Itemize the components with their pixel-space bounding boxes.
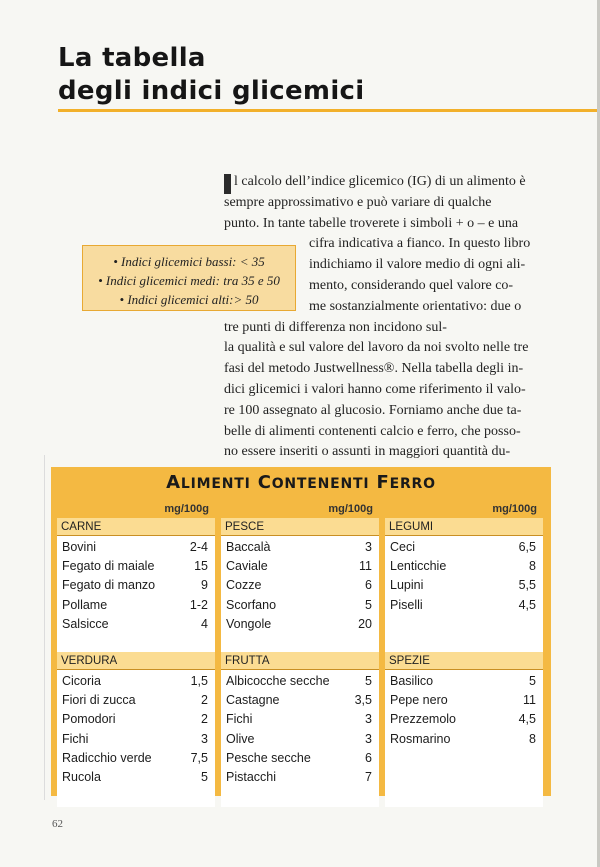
food-name: Fichi (226, 712, 253, 727)
food-name: Vongole (226, 616, 272, 631)
title-underline (58, 109, 600, 112)
group-body (221, 670, 379, 807)
food-name: Salsicce (62, 616, 109, 631)
food-name: Basilico (390, 674, 434, 688)
body-line: fasi del metodo Justwellness®. Nella tabella degli in- (224, 361, 524, 376)
food-row (221, 749, 379, 768)
unit-label: mg/100g (492, 503, 537, 515)
iron-value: 2 (201, 712, 208, 727)
body-line: mento, considerando quel valore co- (309, 278, 514, 293)
iron-value: 1-2 (189, 597, 208, 612)
body-line: re 100 assegnato al glucosio. Forniamo anche due ta- (224, 403, 522, 418)
food-name: Caviale (226, 559, 268, 574)
glycemic-index-legend (82, 245, 296, 311)
iron-value: 6,5 (518, 540, 536, 554)
iron-value: 5 (365, 674, 372, 688)
food-row (385, 691, 543, 710)
iron-value: 8 (529, 731, 536, 746)
iron-value: 3 (365, 731, 372, 746)
group-frutta (221, 652, 379, 807)
group-body (57, 670, 215, 807)
food-name: Pistacchi (226, 769, 277, 784)
food-row (221, 691, 379, 710)
food-name: Castagne (226, 693, 280, 708)
body-line: punto. In tante tabelle troverete i simboli + o – e una (224, 216, 519, 231)
group-carne (57, 518, 215, 658)
food-name: Pepe nero (390, 693, 448, 708)
group-header: VERDURA (57, 652, 215, 670)
food-row (221, 576, 379, 595)
iron-value: 6 (365, 578, 372, 593)
iron-value: 20 (358, 616, 372, 631)
food-name: Rosmarino (390, 731, 451, 746)
iron-value: 5 (365, 597, 372, 612)
page-number: 62 (52, 818, 63, 830)
margin-line (44, 455, 45, 800)
food-name: Baccalà (226, 540, 271, 554)
food-row (221, 768, 379, 787)
iron-value: 4,5 (518, 712, 536, 727)
body-line: no essere inseriti o assunti in maggiori quantità du- (224, 444, 511, 459)
food-row (57, 710, 215, 729)
iron-value: 2-4 (189, 540, 208, 554)
page-title (58, 42, 364, 108)
food-name: Lupini (390, 578, 424, 593)
food-name: Lenticchie (390, 559, 447, 574)
food-row (385, 730, 543, 749)
food-row (385, 596, 543, 615)
food-name: Olive (226, 731, 255, 746)
food-row (221, 596, 379, 615)
iron-value: 5 (529, 674, 536, 688)
food-name: Prezzemolo (390, 712, 456, 727)
iron-value: 7,5 (190, 750, 208, 765)
food-row (385, 557, 543, 576)
body-line: la qualità e sul valore del lavoro da noi svolto nelle tre (224, 340, 529, 355)
food-row (385, 672, 543, 691)
food-row (385, 576, 543, 595)
group-header: PESCE (221, 518, 379, 536)
food-name: Pomodori (62, 712, 116, 727)
food-name: Fegato di manzo (62, 578, 156, 593)
food-row (385, 538, 543, 557)
group-body (57, 536, 215, 658)
iron-value: 2 (201, 693, 208, 708)
drop-cap-bar (224, 174, 231, 194)
iron-value: 9 (201, 578, 208, 593)
group-body (385, 536, 543, 658)
group-spezie (385, 652, 543, 807)
food-row (57, 538, 215, 557)
iron-value: 11 (523, 693, 536, 708)
iron-value: 7 (365, 769, 372, 784)
food-row (221, 672, 379, 691)
iron-value: 3 (365, 712, 372, 727)
iron-value: 15 (194, 559, 208, 574)
body-line: dici glicemici i valori hanno come riferimento il valo- (224, 382, 526, 397)
gi-medium: • Indici glicemici medi: tra 35 e 50 (98, 273, 280, 288)
food-row (57, 730, 215, 749)
body-line: me sostanzialmente orientativo: due o (309, 299, 522, 314)
food-name: Pesche secche (226, 750, 311, 765)
group-body (221, 536, 379, 658)
group-verdura (57, 652, 215, 807)
iron-value: 8 (529, 559, 536, 574)
food-row (221, 710, 379, 729)
food-row (385, 710, 543, 729)
food-row (221, 538, 379, 557)
food-name: Fegato di maiale (62, 559, 155, 574)
food-row (57, 596, 215, 615)
food-name: Piselli (390, 597, 423, 612)
group-header: FRUTTA (221, 652, 379, 670)
food-name: Albicocche secche (226, 674, 330, 688)
group-header: SPEZIE (385, 652, 543, 670)
iron-value: 11 (359, 559, 372, 574)
table-title: ALIMENTI CONTENENTI FERRO (166, 472, 436, 493)
food-name: Scorfano (226, 597, 277, 612)
iron-foods-table (51, 467, 551, 796)
iron-value: 1,5 (190, 674, 208, 688)
food-name: Ceci (390, 540, 416, 554)
iron-value: 3 (201, 731, 208, 746)
iron-value: 5,5 (518, 578, 536, 593)
iron-value: 3 (365, 540, 372, 554)
iron-value: 6 (365, 750, 372, 765)
group-header: LEGUMI (385, 518, 543, 536)
food-row (57, 749, 215, 768)
food-name: Fichi (62, 731, 89, 746)
body-line: indichiamo il valore medio di ogni ali- (309, 257, 526, 272)
body-line: l calcolo dell’indice glicemico (IG) di un alimento è (234, 174, 526, 189)
group-body (385, 670, 543, 807)
group-legumi (385, 518, 543, 658)
food-row (57, 768, 215, 787)
food-row (57, 576, 215, 595)
iron-value: 4,5 (518, 597, 536, 612)
group-pesce (221, 518, 379, 658)
food-row (57, 557, 215, 576)
food-name: Fiori di zucca (62, 693, 136, 708)
food-name: Pollame (62, 597, 108, 612)
food-row (221, 557, 379, 576)
food-name: Cicoria (62, 674, 101, 688)
group-header: CARNE (57, 518, 215, 536)
iron-value: 4 (201, 616, 208, 631)
food-name: Rucola (62, 769, 101, 784)
food-name: Radicchio verde (62, 750, 152, 765)
unit-label: mg/100g (328, 503, 373, 515)
title-line-2: degli indici glicemici (58, 76, 365, 106)
title-line-1: La tabella (58, 43, 206, 73)
unit-label: mg/100g (164, 503, 209, 515)
body-line: belle di alimenti contenenti calcio e ferro, che posso- (224, 424, 521, 439)
body-line: cifra indicativa a fianco. In questo libro (309, 236, 531, 251)
iron-value: 3,5 (354, 693, 372, 708)
food-row (221, 615, 379, 634)
food-row (221, 730, 379, 749)
food-row (57, 672, 215, 691)
body-line: sempre approssimativo e può variare di qualche (224, 195, 492, 210)
gi-high: • Indici glicemici alti:> 50 (119, 292, 259, 307)
food-row (57, 615, 215, 634)
iron-value: 5 (201, 769, 208, 784)
body-line: tre punti di differenza non incidono sul- (224, 320, 447, 335)
gi-low: • Indici glicemici bassi: < 35 (113, 254, 265, 269)
food-row (57, 691, 215, 710)
food-name: Cozze (226, 578, 262, 593)
food-name: Bovini (62, 540, 97, 554)
